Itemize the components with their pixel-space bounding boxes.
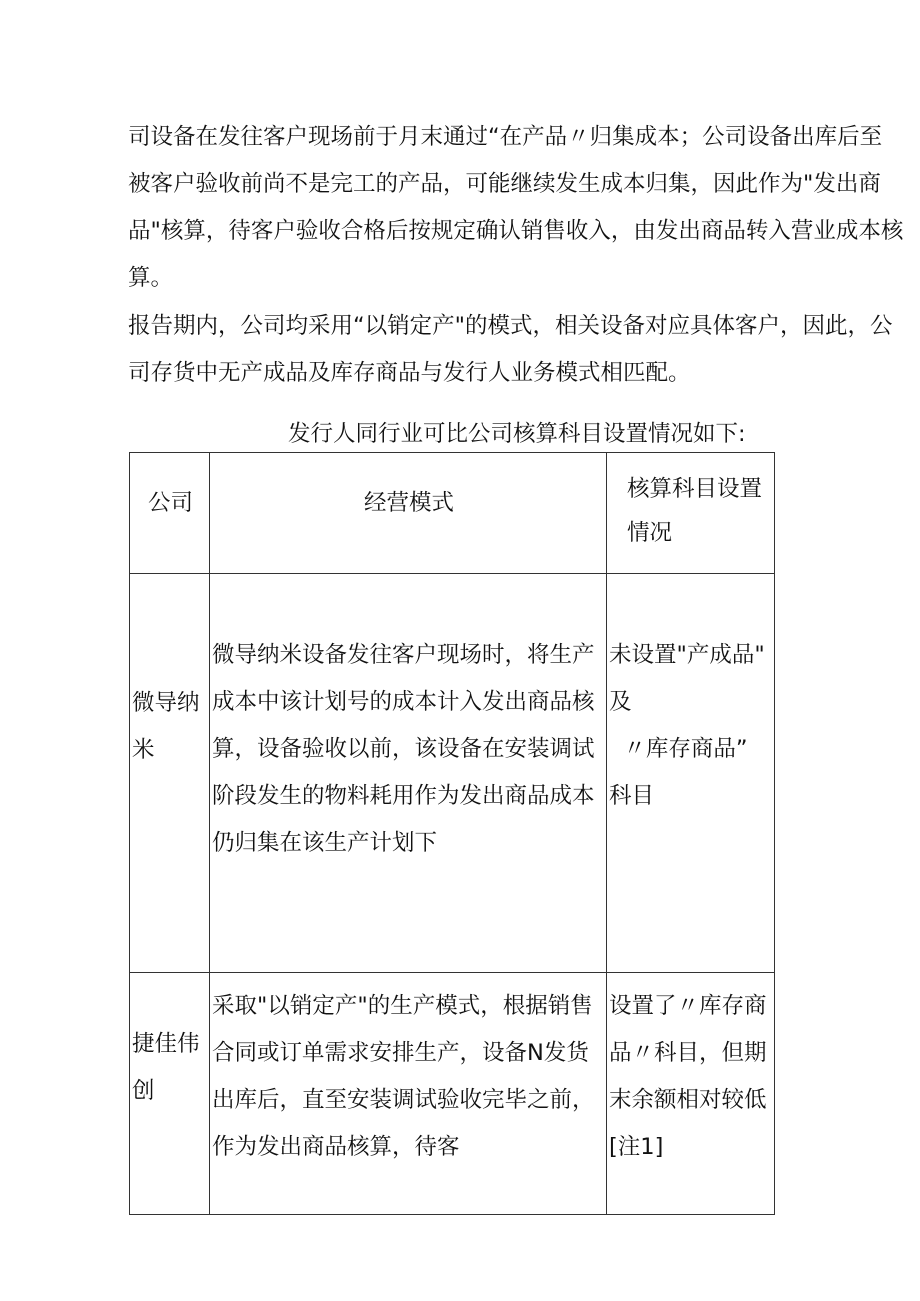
account-setting-cell: 未设置"产成品" 及 〃库存商品” 科目 <box>607 574 775 973</box>
company-cell: 捷佳伟 创 <box>130 973 210 1215</box>
business-mode-cell: 微导纳米设备发往客户现场时，将生产 成本中该计划号的成本计入发出商品核 算，设备验收以前，该设备在安装调试 阶段发生的物料耗用作为发出商品成本 仍归集在该生产计划下 <box>210 574 607 973</box>
body-paragraph-1: 司设备在发往客户现场前于月末通过“在产品〃归集成本；公司设备出库后至 被客户验收前尚不是完工的产品，可能继续发生成本归集，因此作为"发出商 品"核算，待客户验收合格后按规定确认销售收入，由发出商品转入营业成本核 算。 <box>128 124 904 291</box>
table-caption: 发行人同行业可比公司核算科目设置情况如下: <box>288 421 746 447</box>
company-cell: 微导纳 米 <box>130 574 210 973</box>
header-business-mode: 经营模式 <box>210 453 607 574</box>
business-mode-cell: 采取"以销定产"的生产模式，根据销售 合同或订单需求安排生产，设备N发货 出库后，直至安装调试验收完毕之前， 作为发出商品核算，待客 <box>210 973 607 1215</box>
account-setting-cell: 设置了〃库存商 品〃科目，但期 末余额相对较低 [注1] <box>607 973 775 1215</box>
table-row <box>130 973 775 1215</box>
header-company: 公司 <box>130 453 210 574</box>
header-account-setting: 核算科目设置 情况 <box>607 453 775 574</box>
table-header-row <box>130 453 775 574</box>
comparison-table <box>129 452 775 1215</box>
body-paragraph-2: 报告期内，公司均采用“以销定产"的模式，相关设备对应具体客户，因此，公 司存货中无产成品及库存商品与发行人业务模式相匹配。 <box>128 313 893 386</box>
table-row <box>130 574 775 973</box>
